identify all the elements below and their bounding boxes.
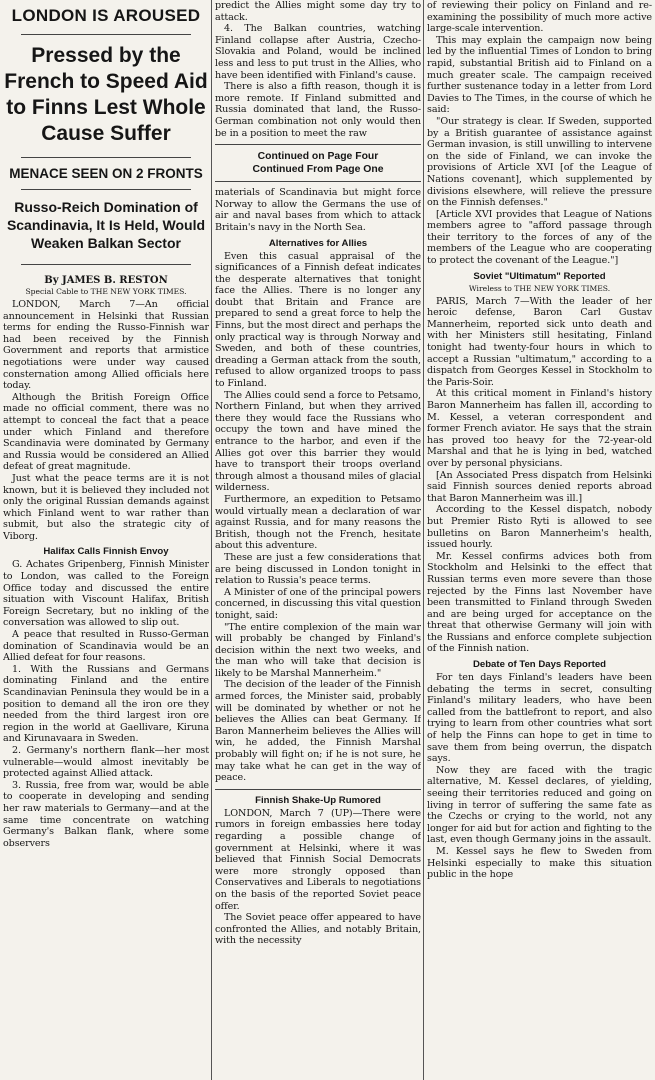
column-1 [3, 0, 209, 1080]
paragraph: At this critical moment in Finland's history Baron Mannerheim has fallen ill, according to M. Kessel, a veteran correspondent and former French aviator. He says that the strain has proved too heavy for the 72-year-old Marshal and that he is lying in bed, watched over by personal physicians. [427, 388, 652, 469]
paragraph: Furthermore, an expedition to Petsamo would virtually mean a declaration of war against Russia, and for many reasons the British, though not the French, hesitate about this adventure. [215, 493, 421, 552]
subhead: Debate of Ten Days Reported [472, 659, 607, 671]
paragraph: LONDON, March 7—An official announcement in Helsinki that Russian terms for ending the Russo-Finnish war had been received by the Finnish Government and reports that armistice negotiations were under way caused consternation among Allied officials here today. [3, 299, 209, 392]
paragraph: Mr. Kessel confirms advices both from Stockholm and Helsinki to the effect that Russian terms even more severe than those rejected by the Finns last November have been transmitted to Finland through Sweden and are being urged for acceptance on the threat that otherwise Germany will join with the Russians and enforce complete subjection of the Finnish nation. [427, 550, 652, 655]
deck-headline-1: MENACE SEEN ON 2 FRONTS [9, 166, 203, 181]
paragraph: G. Achates Gripenberg, Finnish Minister to London, was called to the Foreign Office today and discussed the entire situation with Viscount Halifax, British Foreign Secretary, but no inkling of the conversation was allowed to slip out. [3, 559, 209, 629]
subhead: Halifax Calls Finnish Envoy [43, 546, 169, 558]
paragraph: These are just a few considerations that are being discussed in London tonight in relation to Russia's peace terms. [215, 551, 421, 587]
paragraph: There is also a fifth reason, though it is more remote. If Finland submitted and Russia dominated that land, the Russo-German combination not only would then be in a position to meet the raw [215, 81, 421, 139]
subhead: Soviet "Ultimatum" Reported [473, 270, 606, 282]
paragraph: [An Associated Press dispatch from Helsinki said Finnish sources denied reports abroad that Baron Mannerheim was ill.] [427, 469, 652, 504]
paragraph: [Article XVI provides that League of Nations members agree to "afford passage through their territory to the forces of any of the members of the League who are cooperating to protect the covenant of the League."] [427, 208, 652, 267]
subhead: Finnish Shake-Up Rumored [255, 794, 381, 806]
paragraph: Although the British Foreign Office made no official comment, there was no attempt to conceal the fact that a peace under which Finland and therefore Scandinavia were dominated by Germany and Russia would be considered an Allied defeat of great magnitude. [3, 391, 209, 473]
credit-line: Special Cable to THE NEW YORK TIMES. [25, 287, 187, 296]
paragraph: 4. The Balkan countries, watching Finland collapse after Austria, Czecho-Slovakia and Poland, would be inclined less and less to put trust in the Allies, who have been identified with Finland's cause. [215, 23, 421, 81]
paragraph: M. Kessel says he flew to Sweden from Helsinki especially to make this situation public in the hope [427, 845, 652, 881]
credit-line: Wireless to THE NEW YORK TIMES. [468, 283, 611, 293]
paragraph: Even this casual appraisal of the significances of a Finnish defeat indicates the desperate alternatives that tonight face the Allies. There is no longer any doubt that Britain and France are prepared to send a great force to help the Finns, but the most direct and perhaps the only practical way is through Norway and Sweden, and both of these countries, dreading a German attack from the south, refused to allow organized troops to pass to Finland. [215, 250, 421, 390]
paragraph: materials of Scandinavia but might force Norway to allow the Germans the use of air and naval bases from which to attack Britain's navy in the North Sea. [215, 187, 421, 233]
flag-headline: LONDON IS AROUSED [11, 6, 201, 25]
subhead: Alternatives for Allies [268, 237, 368, 249]
paragraph: A Minister of one of the principal powers concerned, in discussing this vital question tonight, said: [215, 586, 421, 621]
paragraph: LONDON, March 7 (UP)—There were rumors in foreign embassies here today regarding a possible change of government at Helsinki, where it was believed that Finnish Social Democrats were more strongly opposed than Conservatives and Liberals to negotiations on the basis of the reported Soviet peace offer. [215, 807, 421, 912]
paragraph: "The entire complexion of the main war will probably be changed by Finland's decision within the next two weeks, and the man who will take that decision is likely to be Marshal Mannerheim." [215, 621, 421, 679]
paragraph: According to the Kessel dispatch, nobody but Premier Risto Ryti is allowed to see bulletins on Baron Mannerheim's health, issued hourly. [427, 504, 652, 551]
paragraph: 1. With the Russians and Germans dominating Finland and the entire Scandinavian Peninsula they would be in a position to demand all the iron ore they needed from the third largest iron ore region in the world at Gaellivare, Kiruna and Kirunavaara in Sweden. [3, 663, 209, 745]
paragraph: This may explain the campaign now being led by the influential Times of London to bring rapid, substantial British aid to Finland on a much greater scale. The campaign received further sustenance today in a letter from Lord Davies to The Times, in the course of which he said: [427, 34, 652, 116]
paragraph: The Soviet peace offer appeared to have confronted the Allies, and notably Britain, with the necessity [215, 912, 421, 947]
paragraph: For ten days Finland's leaders have been debating the terms in secret, consulting Finland's military leaders, who have been called from the battlefront to report, and also trying to learn from other countries what sort of help the Finns can hope to get in time to save them from being overrun, the dispatch says. [427, 672, 652, 765]
deck-headline-2: Russo-Reich Domination of Scandinavia, It Is Held, Would Weaken Balkan Sector [6, 199, 206, 251]
column-3 [427, 0, 652, 1080]
column-rule [211, 0, 212, 1080]
continued-note: Continued on Page Four [257, 151, 379, 163]
column-rule [423, 0, 424, 1080]
byline: By JAMES B. RESTON [44, 275, 168, 286]
paragraph: The decision of the leader of the Finnish armed forces, the Minister said, probably will be dominated by whether or not he believes the Allies can beat Germany. If Baron Mannerheim believes the Allies will win, he added, the Finnish Marshal probably will fight on; if he is not sure, he may take what he can get in the way of peace. [215, 679, 421, 784]
paragraph: PARIS, March 7—With the leader of her heroic defense, Baron Carl Gustav Mannerheim, reported sick unto death and with her Ministers still hesitating, Finland tonight had twenty-four hours in which to accept a Russian "ultimatum," according to a dispatch from Georges Kessel in Stockholm to the Paris-Soir. [427, 295, 652, 388]
paragraph: predict the Allies might some day try to attack. [215, 0, 421, 23]
continued-note: Continued From Page One [252, 164, 384, 176]
paragraph: Just what the peace terms are it is not known, but it is believed they included not only the original Russian demands against which Finland went to war rather than submit, but also the strategic city of Viborg. [3, 472, 209, 542]
main-headline: Pressed by the French to Speed Aid to Finns Lest Whole Cause Suffer [4, 44, 208, 145]
paragraph: "Our strategy is clear. If Sweden, supported by a British guarantee of assistance against German invasion, is still unwilling to intervene on the side of Finland, we can invoke the provisions of Article XVI [of the League of Nations covenant], which supplemented by divisions elsewhere, will relieve the pressure on the Finnish defenses." [427, 115, 652, 209]
paragraph: The Allies could send a force to Petsamo, Northern Finland, but when they arrived there they would face the Russians who occupy the town and have mined the entrance to the harbor, and even if the Allies got over this barrier they would have to transport their troops overland through almost a thousand miles of glacial wilderness. [215, 389, 421, 494]
paragraph: of reviewing their policy on Finland and re-examining the possibility of much more active large-scale intervention. [427, 0, 652, 35]
paragraph: Now they are faced with the tragic alternative, M. Kessel declares, of yielding, seeing their territories reduced and going on living in terror of suffering the same fate as the Czechs or crying to the world, not any longer for aid but for action and fighting to the last, even though Germany joins in the assault. [427, 764, 652, 846]
column-2 [215, 0, 421, 1080]
paragraph: 2. Germany's northern flank—her most vulnerable—would almost inevitably be protected against Allied attack. [3, 744, 209, 780]
paragraph: 3. Russia, free from war, would be able to cooperate in developing and sending her raw materials to Germany—and at the same time concentrate on watching Germany's Balkan flank, where some observers [3, 779, 209, 849]
paragraph: A peace that resulted in Russo-German domination of Scandinavia would be an Allied defeat for four reasons. [3, 629, 209, 664]
